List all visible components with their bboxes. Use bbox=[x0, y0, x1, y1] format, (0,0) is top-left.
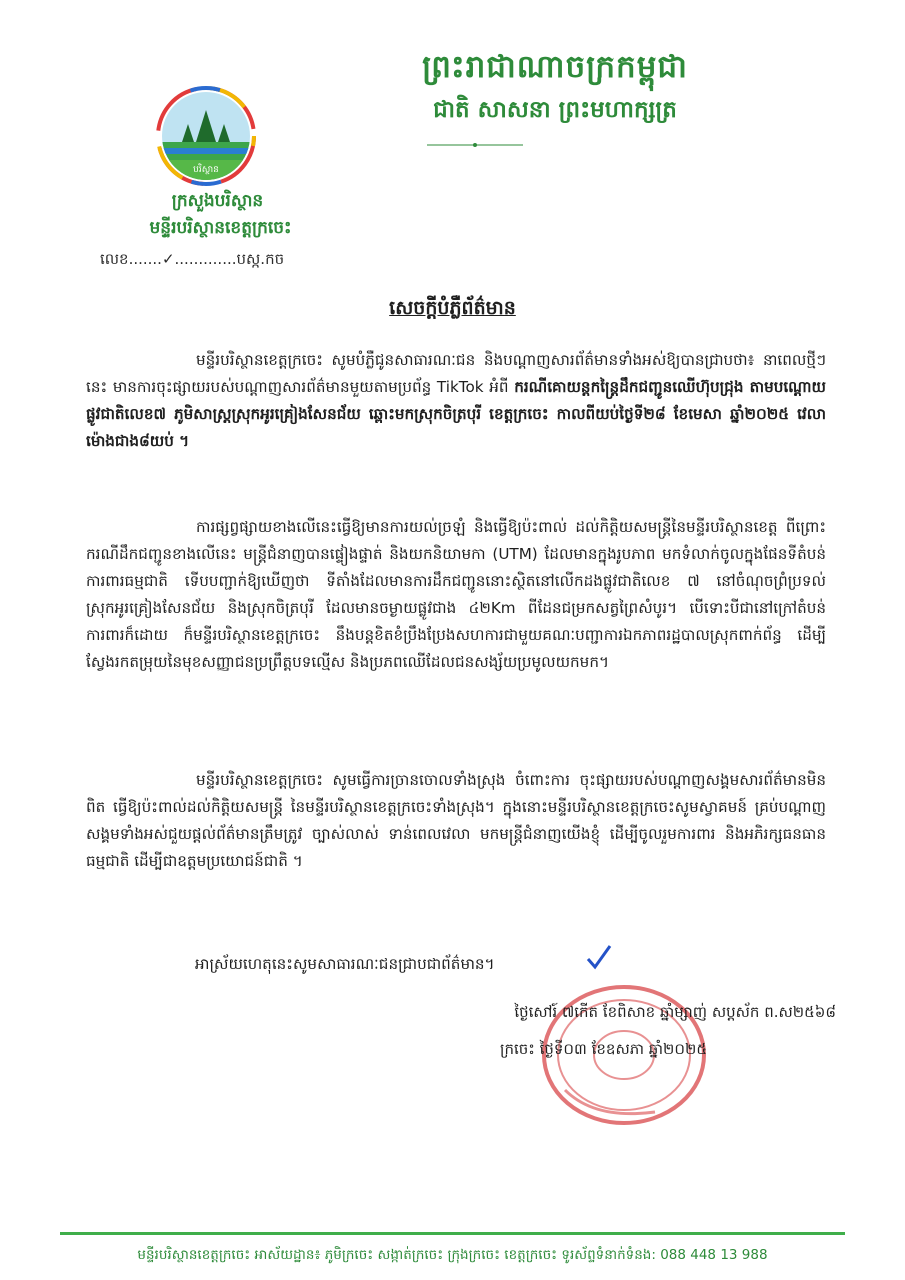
paragraph-1-normal: មន្ទីរបរិស្ថានខេត្តក្រចេះ សូមបំភ្លឺជូនសាធារណៈជន និងបណ្តាញសារព័ត៌មានទាំងអស់ឱ្យបានជ្រាបថា៖ នាពេលថ្មីៗនេះ មានការចុះផ្សាយរបស់បណ្តាញសារព័ត៌មានមួយតាមប្រព័ន្ធ TikTok អំពី bbox=[86, 351, 826, 396]
date-lunar: ថ្ងៃសៅរ៍ ៧កើត ខែពិសាខ ឆ្នាំម្សាញ់ សប្តស័ក ព.ស២៥៦៨ bbox=[514, 1003, 836, 1021]
logo-caption: បរិស្ថាន bbox=[193, 165, 219, 175]
motto-heading: ជាតិ សាសនា ព្រះមហាក្សត្រ bbox=[433, 97, 677, 123]
footer-divider bbox=[60, 1232, 845, 1235]
ministry-logo-icon bbox=[152, 86, 260, 186]
paragraph-1-bold: ករណីគោយន្តកន្ត្រៃដឹកជញ្ជូនឈើហ៊ុបជ្រុង តាមបណ្តោយផ្លូវជាតិលេខ៧ ភូមិសាស្ត្រស្រុកអូរគ្រៀងសែនជ័យ ឆ្ពោះមកស្រុកចិត្របុរី ខេត្តក្រចេះ កាលពីយប់ថ្ងៃទី២៨ ខែមេសា ឆ្នាំ២០២៥ វេលាម៉ោងជាង៨យប់ ។ bbox=[86, 378, 827, 450]
divider-ornament bbox=[425, 140, 525, 150]
kingdom-heading: ព្រះរាជាណាចក្រកម្ពុជា bbox=[422, 49, 688, 85]
signature-tick-icon bbox=[585, 943, 613, 971]
paragraph-1 bbox=[86, 347, 826, 455]
paragraph-2: ការផ្សព្វផ្សាយខាងលើនេះធ្វើឱ្យមានការយល់ច្រឡំ និងធ្វើឱ្យប៉ះពាល់ ដល់កិត្តិយសមន្ត្រីនៃមន្ទីរបរិស្ថានខេត្ត ពីព្រោះករណីដឹកជញ្ជូនខាងលើនេះ មន្ត្រីជំនាញបានផ្ទៀងផ្ទាត់ និងយកនិយាមកា (UTM) ដែលមានក្នុងរូបភាព មកទំលាក់ចូលក្នុងផែនទីតំបន់ការពារធម្មជាតិ ទើបបញ្ជាក់ឱ្យឃើញថា ទីតាំងដែលមានការដឹកជញ្ជូននោះស្ថិតនៅលើកដងផ្លូវជាតិលេខ ៧ នៅចំណុចព្រំប្រទល់ស្រុកអូរគ្រៀងសែនជ័យ និងស្រុកចិត្របុរី ដែលមានចម្ងាយផ្លូវជាង ៤២Km ពីដែនជម្រកសត្វព្រៃសំបូរ។ បើទោះបីជានៅក្រៅតំបន់ការពារក៏ដោយ ក៏មន្ទីរបរិស្ថានខេត្តក្រចេះ នឹងបន្តខិតខំប្រឹងប្រែងសហការជាមួយគណៈបញ្ជាការឯកភាពរដ្ឋបាលស្រុកពាក់ព័ន្ធ ដើម្បីស្វែងរកតម្រុយនៃមុខសញ្ញាជនប្រព្រឹត្តបទល្មើស និងប្រភពឈើដែលជនសង្ស័យប្រមូលយកមក។ bbox=[86, 518, 826, 671]
reference-number: លេខ.......✓.............បស្ក.កច bbox=[100, 250, 285, 268]
department-name: មន្ទីរបរិស្ថានខេត្តក្រចេះ bbox=[149, 218, 292, 238]
footer-address: មន្ទីរបរិស្ថានខេត្តក្រចេះ អាស័យដ្ឋាន៖ ភូមិក្រចេះ សង្កាត់ក្រចេះ ក្រុងក្រចេះ ខេត្តក្រចេះ ទូរស័ព្ទទំនាក់ទំនង: 088 448 13 988 bbox=[137, 1247, 768, 1263]
closing-line: អាស្រ័យហេតុនេះសូមសាធារណៈជនជ្រាបជាព័ត៌មាន។ bbox=[195, 955, 495, 973]
date-solar: ក្រចេះ ថ្ងៃទី០៣ ខែឧសភា ឆ្នាំ២០២៥ bbox=[500, 1040, 708, 1058]
paragraph-3: មន្ទីរបរិស្ថានខេត្តក្រចេះ សូមធ្វើការច្រានចោលទាំងស្រុង ចំពោះការ ចុះផ្សាយរបស់បណ្តាញសង្គមសារព័ត៌មានមិនពិត ធ្វើឱ្យប៉ះពាល់ដល់កិត្តិយសមន្ត្រី នៃមន្ទីរបរិស្ថានខេត្តក្រចេះទាំងស្រុង។ ក្នុងនោះមន្ទីរបរិស្ថានខេត្តក្រចេះសូមស្វាគមន៍ គ្រប់បណ្តាញសង្គមទាំងអស់ជួយផ្តល់ព័ត៌មានត្រឹមត្រូវ ច្បាស់លាស់ ទាន់ពេលវេលា មកមន្ត្រីជំនាញយើងខ្ញុំ ដើម្បីចូលរួមការពារ និងអភិរក្សធនធានធម្មជាតិ ដើម្បីជាឧត្តមប្រយោជន៍ជាតិ ។ bbox=[86, 771, 826, 870]
ministry-name: ក្រសួងបរិស្ថាន bbox=[171, 191, 264, 211]
document-title: សេចក្តីបំភ្លឺព័ត៌មាន bbox=[389, 297, 516, 319]
